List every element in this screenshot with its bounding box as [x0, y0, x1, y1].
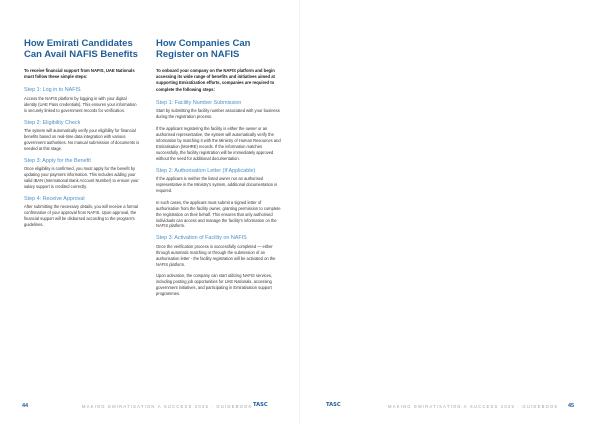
right-step-1-para-1: Start by submitting the facility number associated with your business during the registration process. [156, 108, 280, 120]
left-footer-text: MAKING EMIRATISATION A SUCCESS 2025 · GUIDEBOOK [82, 404, 253, 409]
left-brand-logo: TASC [253, 402, 268, 408]
left-step-3-heading: Step 3: Apply for the Benefit [24, 157, 91, 164]
left-page-number: 44 [22, 403, 29, 409]
left-column [24, 38, 140, 234]
left-step-2-heading: Step 2: Eligibility Check [24, 119, 81, 126]
right-step-2-heading: Step 2: Authorisation Letter (If Applicable) [156, 167, 256, 174]
left-step-1 [24, 87, 140, 113]
right-step-3 [156, 235, 284, 297]
right-page-number: 45 [568, 403, 575, 409]
left-step-2 [24, 120, 140, 152]
right-column [156, 38, 284, 303]
right-step-3-heading: Step 3: Activation of Facility on NAFIS [156, 235, 247, 242]
page-spine [299, 0, 300, 424]
right-footer-text: MAKING EMIRATISATION A SUCCESS 2025 · GUIDEBOOK [388, 404, 559, 409]
left-step-3-body: Once eligibility is confirmed, you must apply for the benefit by updating your payment information. This includes adding your valid IBAN (International Bank Account Number) to ensure your salary support is credited correctly. [24, 166, 139, 189]
right-step-3-para-1: Once the verification process is successfully completed — either through automatic matching or through the submission of an authorisation letter - the facility registration will be activated on the NAFIS platform. [156, 243, 276, 267]
right-title: How Companies Can Register on NAFIS [156, 38, 251, 60]
left-step-4-body: After submitting the necessary details, you will receive a formal confirmation of your approval from NAFIS. Upon approval, the financial support will be disbursed according to the program's guidelines. [24, 204, 138, 228]
left-step-4-heading: Step 4: Receive Approval [24, 195, 85, 202]
right-intro: To onboard your company on the NAFIS platform and begin accessing its wide range of benefits and initiatives aimed at supporting Emiratization efforts, companies are required to complete the following steps: [156, 68, 275, 92]
right-step-1 [156, 100, 284, 162]
left-step-3 [24, 158, 140, 190]
right-step-1-heading: Step 1: Facility Number Submission [156, 99, 242, 106]
left-title: How Emirati Candidates Can Avail NAFIS Benefits [24, 38, 138, 60]
left-intro: To receive financial support from NAFIS, UAE Nationals must follow these simple steps: [24, 68, 135, 80]
right-step-3-para-2: Upon activation, the company can start utilizing NAFIS services, including posting job opportunities for UAE Nationals, accessing government initiatives, and participating in Emiratisation support programmes. [156, 273, 273, 297]
left-step-2-body: The system will automatically verify your eligibility for financial benefits based on real-time data integration with various government authorities. No manual submission of documents is needed at this stage. [24, 128, 140, 151]
left-step-4 [24, 196, 140, 228]
right-step-2-para-2: In such cases, the applicant must submit a signed letter of authorisation from the facility owner, granting permission to complete the registration on their behalf. This ensures that only authorised individuals can access and manage the facility's information on the NAFIS platform. [156, 199, 281, 229]
right-step-2-para-1: If the applicant is neither the listed owner nor an authorised representative in the Ministry's system, additional documentation is required. [156, 176, 278, 193]
left-step-1-body: Access the NAFIS platform by logging in with your digital identity (UAE Pass credentials). This ensures your information is securely linked to government records for verification. [24, 95, 137, 113]
right-brand-logo: TASC [326, 402, 341, 408]
right-step-1-para-2: If the applicant registering the facility is either the owner or an authorised representative, the system will automatically verify the information by matching it with the Ministry of Human Resources and Emiratisation (MoHRE) records. If the information matches successfully, the facility registration will be immediately approved without the need for additional documentation. [156, 126, 281, 161]
right-step-2 [156, 168, 284, 230]
left-step-1-heading: Step 1: Log in to NAFIS [24, 87, 81, 94]
